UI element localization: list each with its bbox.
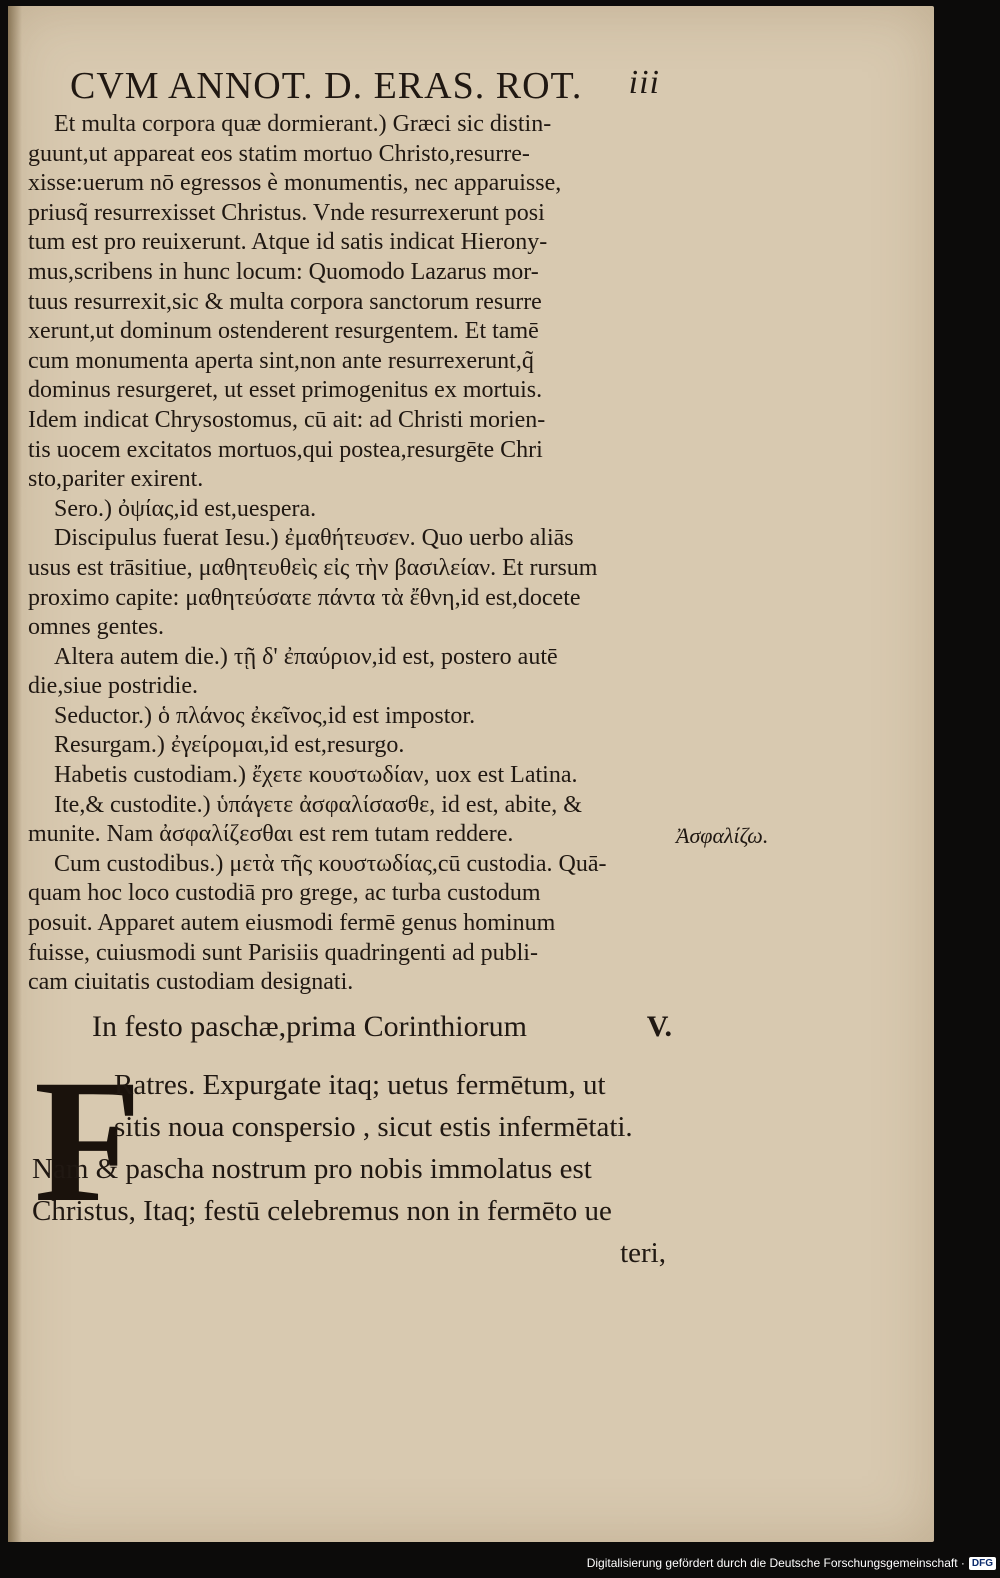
text-line: die,siue postridie. [28,673,198,700]
text-line: tum est pro reuixerunt. Atque id satis indicat Hierony- [28,229,548,256]
text-line: dominus resurgeret, ut esset primogenitus ex mortuis. [28,377,543,404]
text-line: guunt,ut appareat eos statim mortuo Christo,resurre- [28,140,530,167]
text-line: Idem indicat Chrysostomus, cū ait: ad Christi morien- [28,406,546,433]
text-line: priusq̃ resurrexisset Christus. Vnde resurrexerunt posi [28,199,545,226]
section-heading [92,1010,672,1052]
credit-text: Digitalisierung gefördert durch die Deutsche Forschungsgemeinschaft · [586,1556,965,1570]
text-line: quam hoc loco custodiā pro grege, ac turba custodum [28,880,541,907]
dfg-logo: DFG [969,1557,996,1570]
text-line: Resurgam.) ἐγείρομαι,id est,resurgo. [54,732,405,759]
text-line: munite. Nam ἀσφαλίζεσθαι est rem tutam reddere. [28,821,514,848]
text-line: Ite,& custodite.) ὑπάγετε ἀσφαλίσασθε, id est, abite, & [54,791,582,818]
margin-note: Ἀσφαλίζω. [676,823,769,848]
section-heading-number: V. [646,1010,672,1043]
text-line: Discipulus fuerat Iesu.) ἐμαθήτευσεν. Quo uerbo aliās [54,525,574,552]
text-line: cum monumenta aperta sint,non ante resurrexerunt,q̃ [28,347,534,374]
epistle-text [32,1064,672,1274]
running-head [70,64,660,112]
text-line: sto,pariter exirent. [28,466,204,493]
section-heading-text: In festo paschæ,prima Corinthiorum [92,1010,527,1043]
text-line: Et multa corpora quæ dormierant.) Græci sic distin- [54,111,552,137]
text-line: tuus resurrexit,sic & multa corpora sanctorum resurre [28,288,542,315]
text-line: Habetis custodiam.) ἔχετε κουστωδίαν, uox est Latina. [54,762,578,789]
text-line: Altera autem die.) τῇ δ' ἐπαύριον,id est, postero autē [54,643,558,670]
text-line: tis uocem excitatos mortuos,qui postea,resurgēte Chri [28,436,543,463]
running-head-title: CVM ANNOT. D. ERAS. ROT. [70,65,583,107]
drop-cap-initial: F [34,1044,142,1239]
text-line: proximo capite: μαθητεύσατε πάντα τὰ ἔθνη,id est,docete [28,584,581,611]
epistle-line: Christus, Itaq; festū celebremus non in fermēto ue [32,1195,612,1227]
text-line: mus,scribens in hunc locum: Quomodo Lazarus mor- [28,258,539,285]
commentary-text [28,110,670,998]
text-line: cam ciuitatis custodiam designati. [28,969,354,996]
digitization-credit [587,1552,996,1574]
text-line: xerunt,ut dominum ostenderent resurgentem. Et tamē [28,318,539,345]
text-line: Seductor.) ὁ πλάνος ἐκεῖνος,id est impostor. [54,702,476,729]
text-line: fuisse, cuiusmodi sunt Parisiis quadringenti ad publi- [28,939,538,966]
text-line: Sero.) ὀψίας,id est,uespera. [54,495,317,522]
catchword: teri, [620,1237,666,1269]
text-line: usus est trāsitiue, μαθητευθεὶς εἰς τὴν βασιλείαν. Et rursum [28,554,598,581]
text-line: omnes gentes. [28,614,164,641]
folio-number: iii [628,64,660,101]
epistle-line: sitis noua conspersio , sicut estis infermētati. [114,1111,633,1143]
epistle-line: Ratres. Expurgate itaq; uetus fermētum, ut [114,1069,606,1101]
text-line: posuit. Apparet autem eiusmodi fermē genus hominum [28,910,556,937]
text-line: xisse:uerum nō egressos è monumentis, nec apparuisse, [28,170,562,197]
text-line: Cum custodibus.) μετὰ τῆς κουστωδίας,cū custodia. Quā- [54,850,607,877]
epistle-line: Nam & pascha nostrum pro nobis immolatus est [32,1153,592,1185]
page-gutter-shadow [8,6,22,1542]
